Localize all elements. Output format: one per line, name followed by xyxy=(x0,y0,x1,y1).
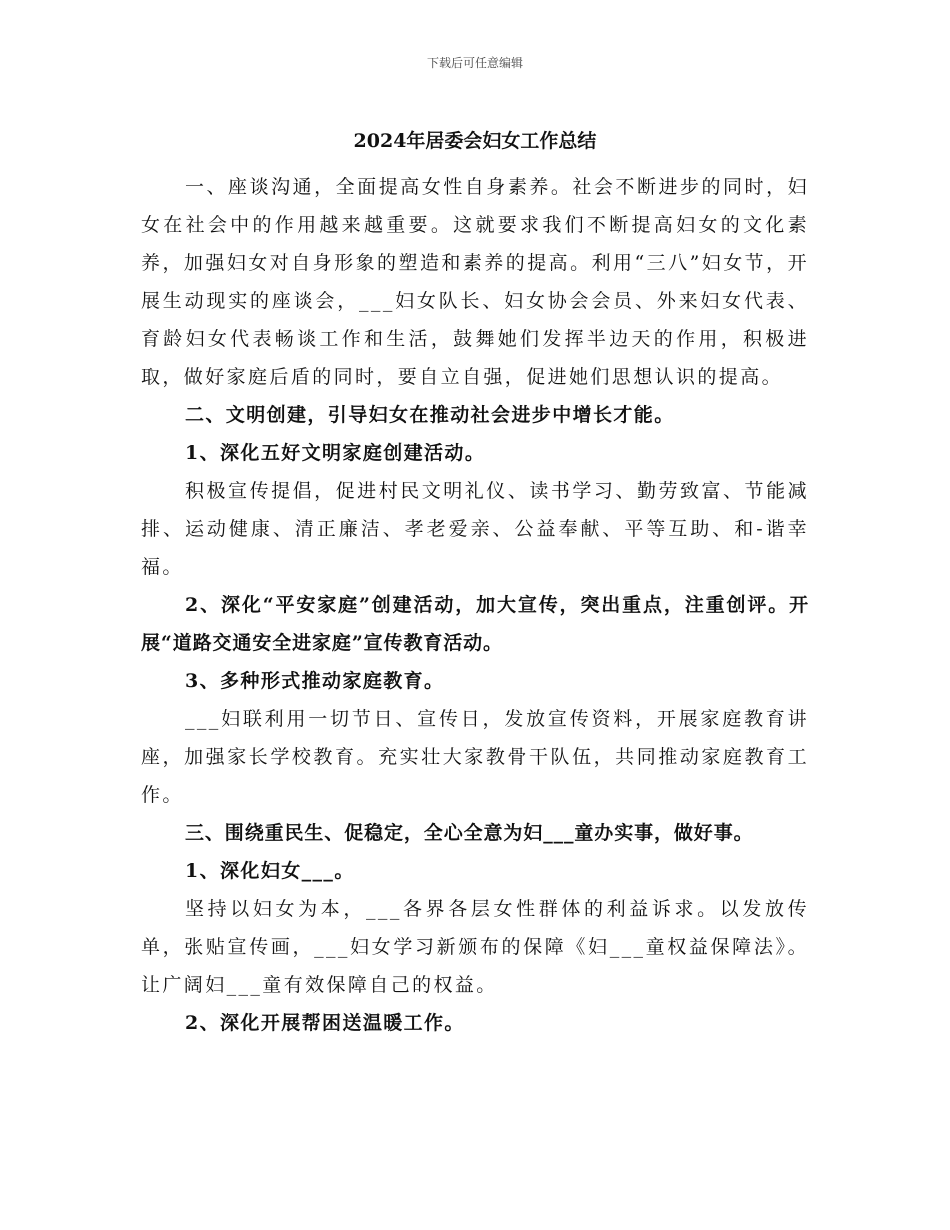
section-heading-3: 三、围绕重民生、促稳定，全心全意为妇___童办实事，做好事。 xyxy=(185,822,754,844)
paragraph-2-1: 积极宣传提倡，促进村民文明礼仪、读书学习、勤劳致富、节能减排、运动健康、清正廉洁、孝老爱亲、公益奉献、平等互助、和-谐幸福。 xyxy=(141,480,809,578)
subheading-3-1: 1、深化妇女___。 xyxy=(185,860,355,882)
header-note: 下载后可任意编辑 xyxy=(426,56,523,70)
paragraph-3-1: 坚持以妇女为本，___各界各层女性群体的利益诉求。以发放传单，张贴宣传画，___妇女学习新颁布的保障《妇___童权益保障法》。让广阔妇___童有效保障自己的权益。 xyxy=(141,898,809,996)
document-body xyxy=(141,168,809,1042)
subheading-2-2: 2、深化“平安家庭”创建活动，加大宣传，突出重点，注重创评。开展“道路交通安全进家庭”宣传教育活动。 xyxy=(141,594,809,654)
document-title: 2024年居委会妇女工作总结 xyxy=(353,130,597,152)
subheading-2-1: 1、深化五好文明家庭创建活动。 xyxy=(185,442,486,464)
section-heading-2: 二、文明创建，引导妇女在推动社会进步中增长才能。 xyxy=(185,404,675,426)
subheading-2-3: 3、多种形式推动家庭教育。 xyxy=(185,670,445,692)
paragraph-2-3: ___妇联利用一切节日、宣传日，发放宣传资料，开展家庭教育讲座，加强家长学校教育。充实壮大家教骨干队伍，共同推动家庭教育工作。 xyxy=(141,708,809,806)
subheading-3-2: 2、深化开展帮困送温暖工作。 xyxy=(185,1012,465,1034)
paragraph-1: 一、座谈沟通，全面提高女性自身素养。社会不断进步的同时，妇女在社会中的作用越来越重要。这就要求我们不断提高妇女的文化素养，加强妇女对自身形象的塑造和素养的提高。利用“三八”妇女节，开展生动现实的座谈会，___妇女队长、妇女协会会员、外来妇女代表、育龄妇女代表畅谈工作和生活，鼓舞她们发挥半边天的作用，积极进取，做好家庭后盾的同时，要自立自强，促进她们思想认识的提高。 xyxy=(141,176,809,388)
